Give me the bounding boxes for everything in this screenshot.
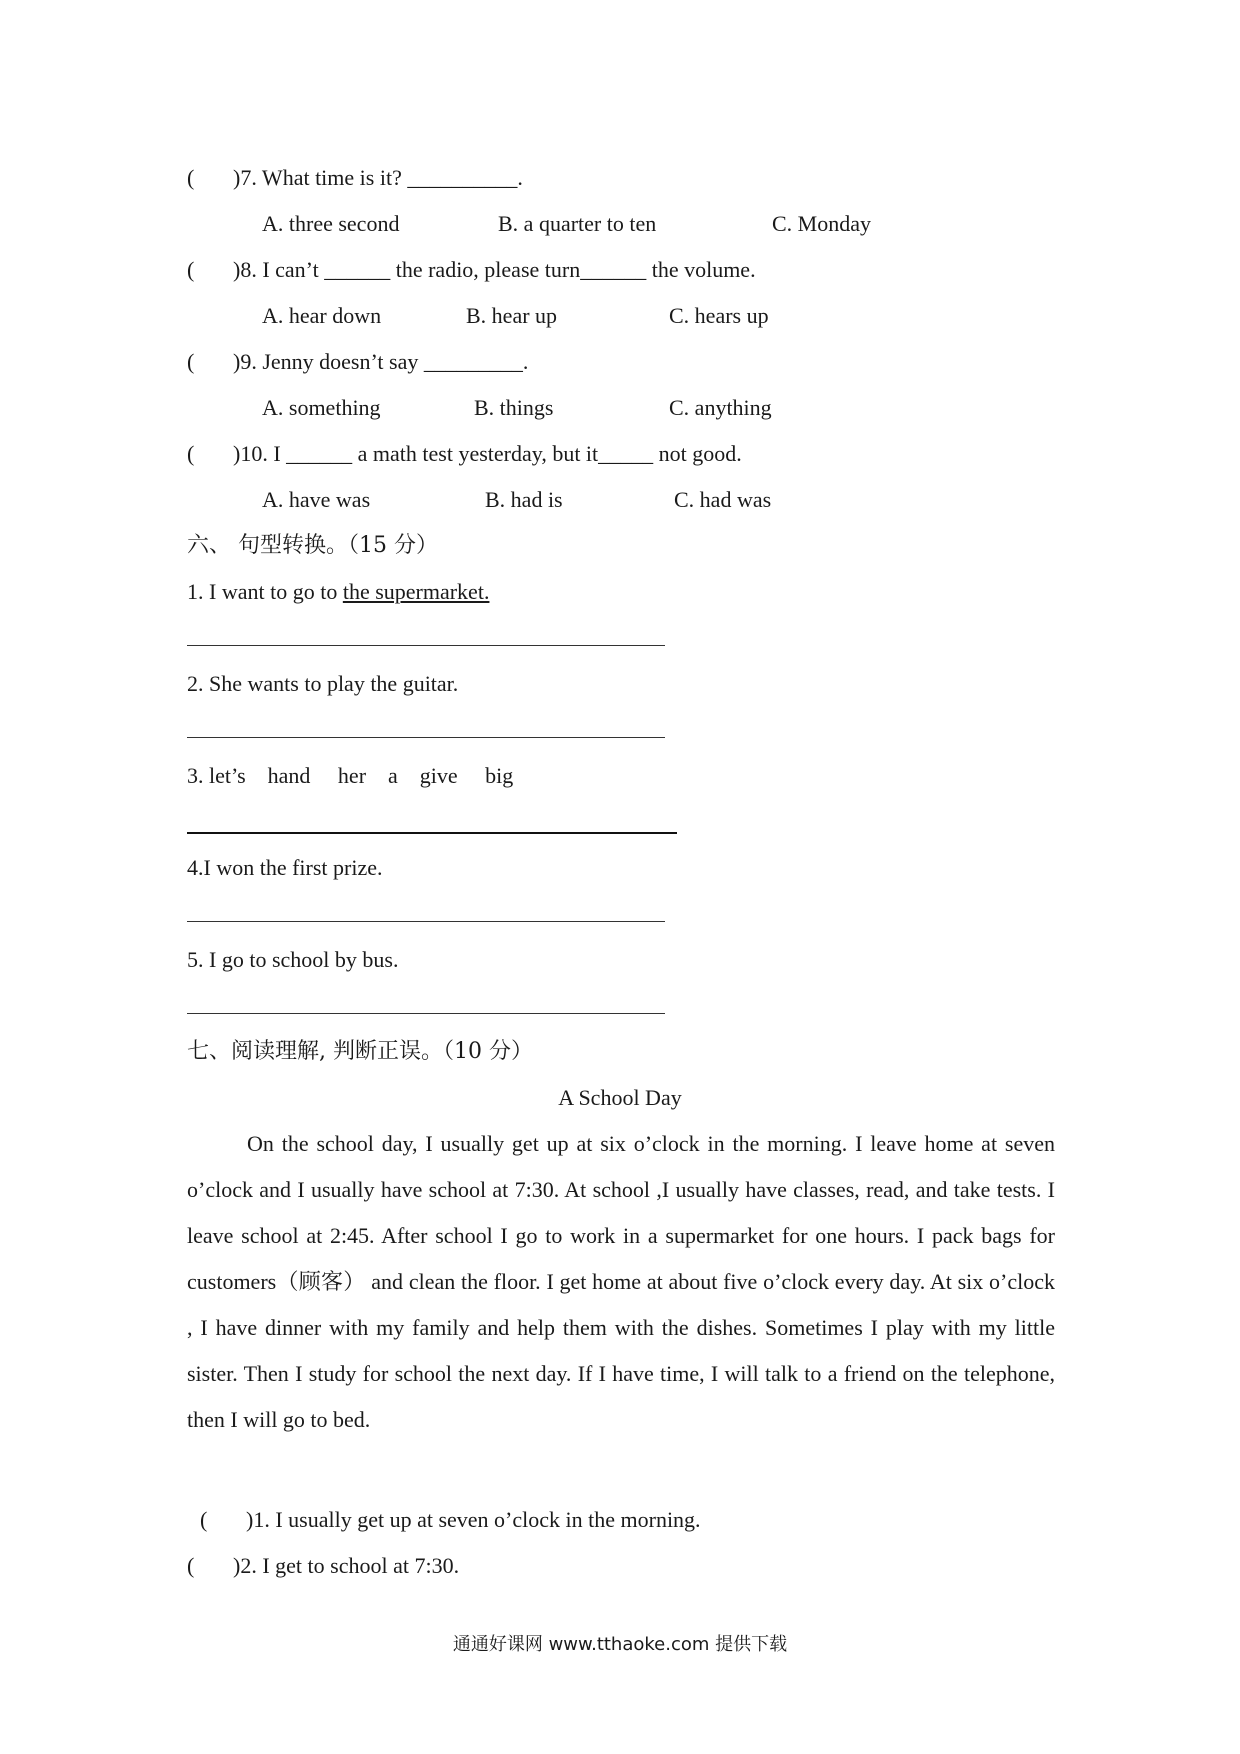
- answer-paren: (: [187, 1553, 195, 1578]
- transform-item-5: 5. I go to school by bus.: [187, 947, 399, 972]
- question-8: [187, 255, 756, 285]
- option-b: B. had is: [485, 487, 563, 512]
- section-6-heading: 六、 句型转换。（15 分）: [187, 533, 438, 558]
- answer-line: [187, 921, 665, 922]
- answer-paren: (: [187, 349, 195, 374]
- question-text: )9. Jenny doesn’t say _________.: [233, 349, 529, 374]
- option-a: A. have was: [262, 487, 371, 512]
- section-7-heading: 七、阅读理解, 判断正误。（10 分）: [187, 1039, 533, 1064]
- option-b: B. hear up: [466, 303, 558, 328]
- question-10: [187, 439, 742, 469]
- question-text: )7. What time is it? __________.: [233, 165, 523, 190]
- answer-line: [187, 832, 677, 834]
- tf-text: )2. I get to school at 7:30.: [233, 1553, 460, 1578]
- option-b: B. things: [474, 395, 554, 420]
- option-c: C. hears up: [669, 303, 769, 328]
- item-text: 1. I want to go to: [187, 579, 343, 604]
- transform-item-1: [187, 577, 489, 607]
- reading-paragraph: On the school day, I usually get up at six o’clock in the morning. I leave home at seven o’clock and I usually have school at 7:30. At school ,I usually have classes, read, and take tests. I leave school at 2:45. After school I go to work in a supermarket for one hours. I pack bags for customers（顾客） and clean the floor. I get home at about five o’clock every day. At six o’clock , I have dinner with my family and help them with the dishes. Sometimes I play with my little sister. Then I study for school the next day. If I have time, I will talk to a friend on the telephone, then I will go to bed.: [187, 1131, 1055, 1432]
- option-a: A. hear down: [262, 303, 382, 328]
- answer-line: [187, 1013, 665, 1014]
- reading-title: A School Day: [558, 1085, 682, 1110]
- question-9: [187, 347, 528, 377]
- question-text: )8. I can’t ______ the radio, please turn______ the volume.: [233, 257, 756, 282]
- page-footer: 通通好课网 www.tthaoke.com 提供下载: [452, 1634, 788, 1655]
- underlined-text: the supermarket.: [342, 579, 490, 604]
- option-a: A. something: [262, 395, 381, 420]
- answer-paren: (: [187, 257, 195, 282]
- option-c: C. had was: [674, 487, 772, 512]
- answer-paren: (: [187, 165, 195, 190]
- option-a: A. three second: [262, 211, 400, 236]
- question-7: [187, 163, 523, 193]
- answer-paren: (: [200, 1507, 208, 1532]
- transform-item-3: 3. let’s hand her a give big: [187, 763, 514, 788]
- tf-text: )1. I usually get up at seven o’clock in the morning.: [246, 1507, 701, 1532]
- tf-item-2: [187, 1551, 459, 1581]
- question-text: )10. I ______ a math test yesterday, but it_____ not good.: [233, 441, 742, 466]
- transform-item-4: 4.I won the first prize.: [187, 855, 383, 880]
- option-c: C. anything: [669, 395, 772, 420]
- answer-paren: (: [187, 441, 195, 466]
- answer-line: [187, 645, 665, 646]
- tf-item-1: [200, 1505, 701, 1535]
- transform-item-2: 2. She wants to play the guitar.: [187, 671, 459, 696]
- answer-line: [187, 737, 665, 738]
- option-c: C. Monday: [772, 211, 871, 236]
- option-b: B. a quarter to ten: [498, 211, 657, 236]
